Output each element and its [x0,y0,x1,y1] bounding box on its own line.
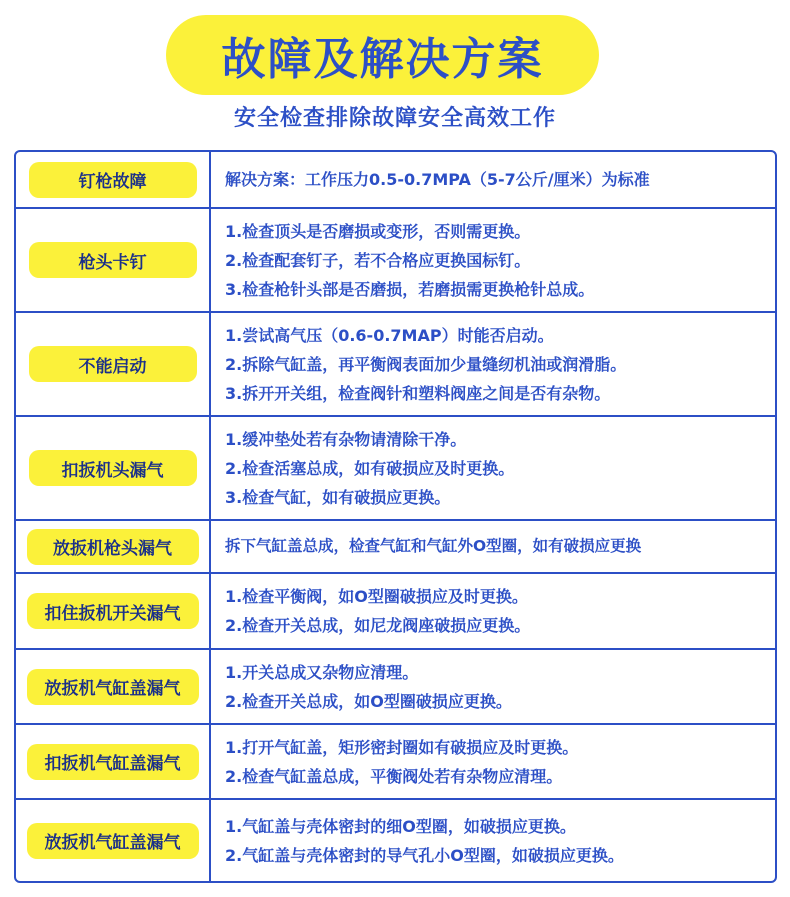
solution-line: 2.检查开关总成，如尼龙阀座破损应更换。 [225,616,531,635]
title-banner [166,15,599,95]
solution-line: 解决方案：工作压力0.5-0.7MPA（5-7公斤/厘米）为标准 [225,170,650,189]
solution-line: 1.缓冲垫处若有杂物请清除干净。 [225,429,467,449]
issue-label: 扣扳机气缸盖漏气 [27,744,199,780]
table-row [16,417,775,521]
issue-cell [16,574,211,648]
issue-cell [16,313,211,415]
solution-line: 拆下气缸盖总成，检查气缸和气缸外O型圈，如有破损应更换 [225,537,642,555]
issue-label: 钉枪故障 [29,162,197,198]
solution-line: 2.气缸盖与壳体密封的导气孔小O型圈，如破损应更换。 [225,845,624,865]
solution-line: 2.检查配套钉子，若不合格应更换国标钉。 [225,250,531,270]
issue-cell [16,417,211,519]
table-row [16,313,775,417]
solution-line: 1.检查平衡阀，如O型圈破损应及时更换。 [225,587,528,606]
issue-label: 扣扳机头漏气 [29,450,197,486]
solution-line: 3.拆开开关组，检查阀针和塑料阀座之间是否有杂物。 [225,383,611,403]
solution-line: 3.检查气缸，如有破损应更换。 [225,487,451,507]
solution-cell [211,521,775,572]
issue-label: 放扳机枪头漏气 [27,529,199,565]
solution-cell [211,800,775,881]
issue-label: 枪头卡钉 [29,242,197,278]
table-row [16,574,775,650]
solution-line: 2.拆除气缸盖，再平衡阀表面加少量缝纫机油或润滑脂。 [225,354,627,374]
table-row [16,725,775,800]
solution-cell [211,650,775,723]
table-row [16,800,775,881]
issue-cell [16,209,211,311]
table-row [16,521,775,574]
solution-line: 1.开关总成又杂物应清理。 [225,662,419,682]
solution-cell [211,152,775,207]
issue-cell [16,152,211,207]
solution-cell [211,725,775,798]
solution-line: 1.打开气缸盖，矩形密封圈如有破损应及时更换。 [225,737,579,757]
solution-line: 3.检查枪针头部是否磨损，若磨损需更换枪针总成。 [225,279,595,299]
issue-label: 放扳机气缸盖漏气 [27,823,199,859]
table-row [16,650,775,725]
solution-line: 1.气缸盖与壳体密封的细O型圈，如破损应更换。 [225,816,576,836]
issue-cell [16,650,211,723]
issue-cell [16,800,211,881]
issue-label: 扣住扳机开关漏气 [27,593,199,629]
table-row [16,209,775,313]
troubleshooting-table [14,150,777,883]
solution-line: 1.尝试高气压（0.6-0.7MAP）时能否启动。 [225,325,554,345]
solution-cell [211,574,775,648]
solution-line: 2.检查活塞总成，如有破损应及时更换。 [225,458,515,478]
solution-line: 1.检查顶头是否磨损或变形，否则需更换。 [225,221,531,241]
solution-line: 2.检查气缸盖总成，平衡阀处若有杂物应清理。 [225,766,563,786]
page-subtitle: 安全检查排除故障安全高效工作 [233,106,556,131]
issue-cell [16,521,211,572]
solution-line: 2.检查开关总成，如O型圈破损应更换。 [225,691,512,711]
issue-cell [16,725,211,798]
issue-label: 放扳机气缸盖漏气 [27,669,199,705]
table-row [16,152,775,209]
solution-cell [211,417,775,519]
page-title: 故障及解决方案 [221,34,544,85]
issue-label: 不能启动 [29,346,197,382]
solution-cell [211,313,775,415]
solution-cell [211,209,775,311]
